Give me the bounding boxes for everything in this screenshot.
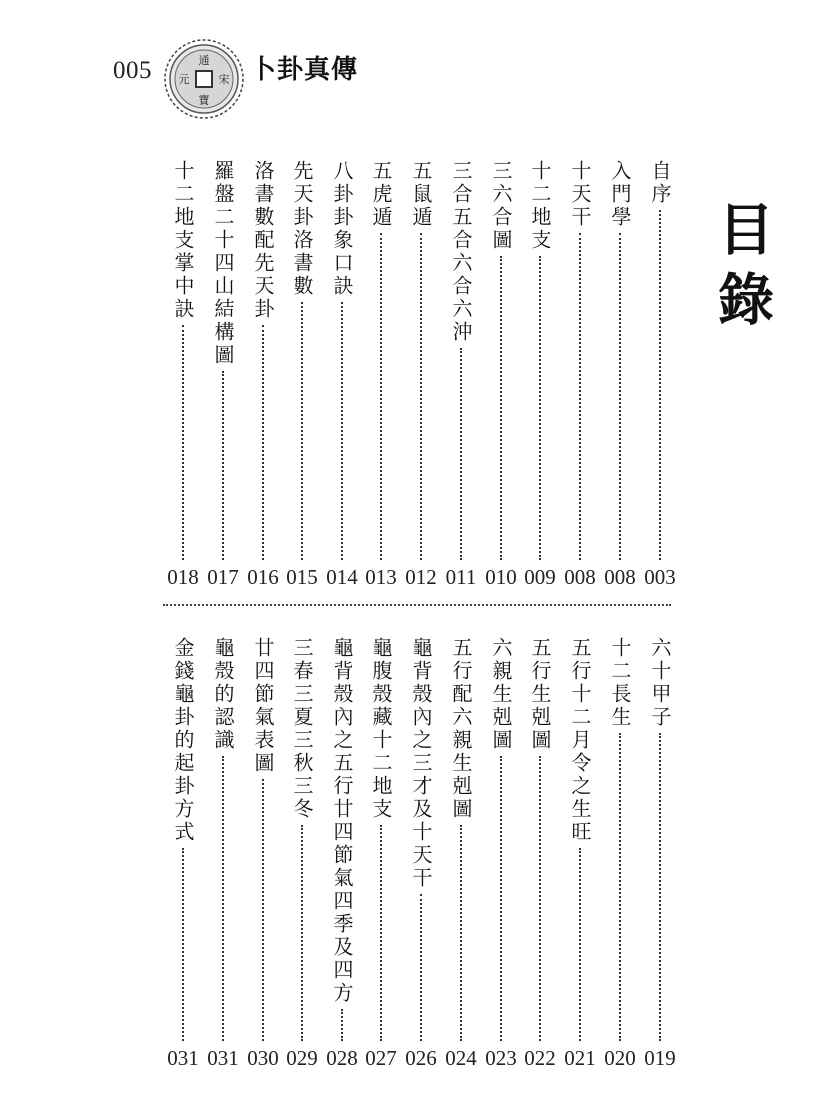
toc-leader — [500, 756, 502, 1041]
toc-leader — [380, 825, 382, 1041]
toc-entry-title: 三合五合六合六沖 — [449, 160, 473, 344]
book-title: 卜卦真傳 — [250, 55, 359, 85]
toc-entry-page: 009 — [524, 565, 556, 589]
toc-entry[interactable] — [565, 637, 595, 1071]
toc-entry[interactable] — [645, 160, 675, 590]
toc-entry-title: 三六合圖 — [489, 160, 513, 252]
toc-entry[interactable] — [366, 160, 396, 590]
toc-entry-page: 014 — [326, 565, 358, 589]
toc-leader — [579, 848, 581, 1041]
toc-leader — [182, 325, 184, 560]
toc-entry[interactable] — [248, 160, 278, 590]
toc-entry-title: 洛書數配先天卦 — [251, 160, 275, 321]
toc-entry-title: 五行配六親生剋圖 — [449, 637, 473, 821]
toc-leader — [262, 325, 264, 560]
toc-leader — [182, 848, 184, 1041]
toc-leader — [262, 779, 264, 1041]
toc-entry-page: 012 — [405, 565, 437, 589]
toc-entry[interactable] — [287, 160, 317, 590]
toc-leader — [460, 348, 462, 560]
toc-entry-title: 龜腹殼藏十二地支 — [369, 637, 393, 821]
coin-char-right: 宋 — [218, 73, 230, 86]
toc-entry-page: 024 — [445, 1046, 477, 1070]
toc-entry[interactable] — [168, 160, 198, 590]
toc-entry-page: 017 — [207, 565, 239, 589]
toc-entry-page: 031 — [207, 1046, 239, 1070]
coin-char-top: 通 — [198, 54, 210, 67]
toc-entry[interactable] — [486, 160, 516, 590]
toc-entry-title: 金錢龜卦的起卦方式 — [171, 637, 195, 844]
toc-entry-page: 031 — [167, 1046, 199, 1070]
coin-logo — [163, 38, 245, 120]
toc-leader — [222, 371, 224, 560]
toc-entry-title: 廿四節氣表圖 — [251, 637, 275, 775]
toc-entry-title: 龜背殼內之三才及十天干 — [409, 637, 433, 890]
toc-entry[interactable] — [565, 160, 595, 590]
toc-leader — [420, 233, 422, 560]
toc-entry[interactable] — [605, 160, 635, 590]
toc-entry-title: 八卦卦象口訣 — [330, 160, 354, 298]
toc-entry-page: 003 — [644, 565, 676, 589]
toc-entry[interactable] — [645, 637, 675, 1071]
toc-entry[interactable] — [605, 637, 635, 1071]
toc-entry[interactable] — [525, 160, 555, 590]
toc-leader — [341, 1009, 343, 1041]
toc-entry-page: 008 — [564, 565, 596, 589]
toc-entry-page: 027 — [365, 1046, 397, 1070]
toc-entry[interactable] — [446, 160, 476, 590]
toc-entry-title: 先天卦洛書數 — [290, 160, 314, 298]
toc-entry-page: 015 — [286, 565, 318, 589]
toc-leader — [619, 233, 621, 560]
toc-entry-title: 十二地支掌中訣 — [171, 160, 195, 321]
toc-entry-title: 五鼠遁 — [409, 160, 433, 229]
toc-entry-page: 008 — [604, 565, 636, 589]
toc-leader — [380, 233, 382, 560]
toc-entry-page: 026 — [405, 1046, 437, 1070]
toc-entry-page: 013 — [365, 565, 397, 589]
toc-leader — [659, 210, 661, 560]
toc-leader — [579, 233, 581, 560]
toc-entry[interactable] — [486, 637, 516, 1071]
coin-char-left: 元 — [178, 73, 190, 86]
toc-entry[interactable] — [208, 160, 238, 590]
toc-entry[interactable] — [168, 637, 198, 1071]
page-number: 005 — [113, 57, 152, 84]
toc-leader — [420, 894, 422, 1041]
toc-leader — [460, 825, 462, 1041]
toc-entry-page: 029 — [286, 1046, 318, 1070]
toc-entry-title: 五行生剋圖 — [528, 637, 552, 752]
toc-entry[interactable] — [248, 637, 278, 1071]
toc-leader — [500, 256, 502, 560]
toc-leader — [341, 302, 343, 560]
toc-entry-page: 021 — [564, 1046, 596, 1070]
toc-entry-title: 十二地支 — [528, 160, 552, 252]
toc-entry-title: 六親生剋圖 — [489, 637, 513, 752]
coin-char-bottom: 寶 — [198, 94, 210, 107]
toc-entry[interactable] — [446, 637, 476, 1071]
toc-entry-page: 019 — [644, 1046, 676, 1070]
toc-entry-title: 龜背殼內之五行廿四節氣四季及四方 — [330, 637, 354, 1005]
toc-leader — [659, 733, 661, 1041]
toc-leader — [301, 302, 303, 560]
toc-leader — [619, 733, 621, 1041]
toc-entry[interactable] — [327, 160, 357, 590]
toc-leader — [539, 256, 541, 560]
toc-entry-title: 羅盤二十四山結構圖 — [211, 160, 235, 367]
toc-entry-title: 五行十二月令之生旺 — [568, 637, 592, 844]
toc-entry[interactable] — [366, 637, 396, 1071]
toc-entry-page: 011 — [445, 565, 477, 589]
toc-entry[interactable] — [406, 160, 436, 590]
toc-entry[interactable] — [406, 637, 436, 1071]
toc-entry-title: 五虎遁 — [369, 160, 393, 229]
toc-entry-title: 自序 — [648, 160, 672, 206]
toc-entry[interactable] — [327, 637, 357, 1071]
toc-entry-page: 022 — [524, 1046, 556, 1070]
toc-entry-page: 023 — [485, 1046, 517, 1070]
toc-entry-page: 016 — [247, 565, 279, 589]
toc-leader — [222, 756, 224, 1041]
toc-entry-title: 六十甲子 — [648, 637, 672, 729]
toc-entry-title: 入門學 — [608, 160, 632, 229]
toc-entry-title: 十天干 — [568, 160, 592, 229]
toc-entry-title: 十二長生 — [608, 637, 632, 729]
toc-entry-page: 018 — [167, 565, 199, 589]
section-divider — [163, 604, 671, 606]
toc-entry-page: 030 — [247, 1046, 279, 1070]
toc-entry-page: 020 — [604, 1046, 636, 1070]
toc-entry[interactable] — [208, 637, 238, 1071]
toc-heading: 目錄 — [709, 200, 775, 340]
toc-entry[interactable] — [287, 637, 317, 1071]
toc-entry-title: 三春三夏三秋三冬 — [290, 637, 314, 821]
toc-entry-title: 龜殼的認識 — [211, 637, 235, 752]
toc-leader — [301, 825, 303, 1041]
toc-leader — [539, 756, 541, 1041]
toc-entry-page: 028 — [326, 1046, 358, 1070]
toc-entry-page: 010 — [485, 565, 517, 589]
toc-entry[interactable] — [525, 637, 555, 1071]
